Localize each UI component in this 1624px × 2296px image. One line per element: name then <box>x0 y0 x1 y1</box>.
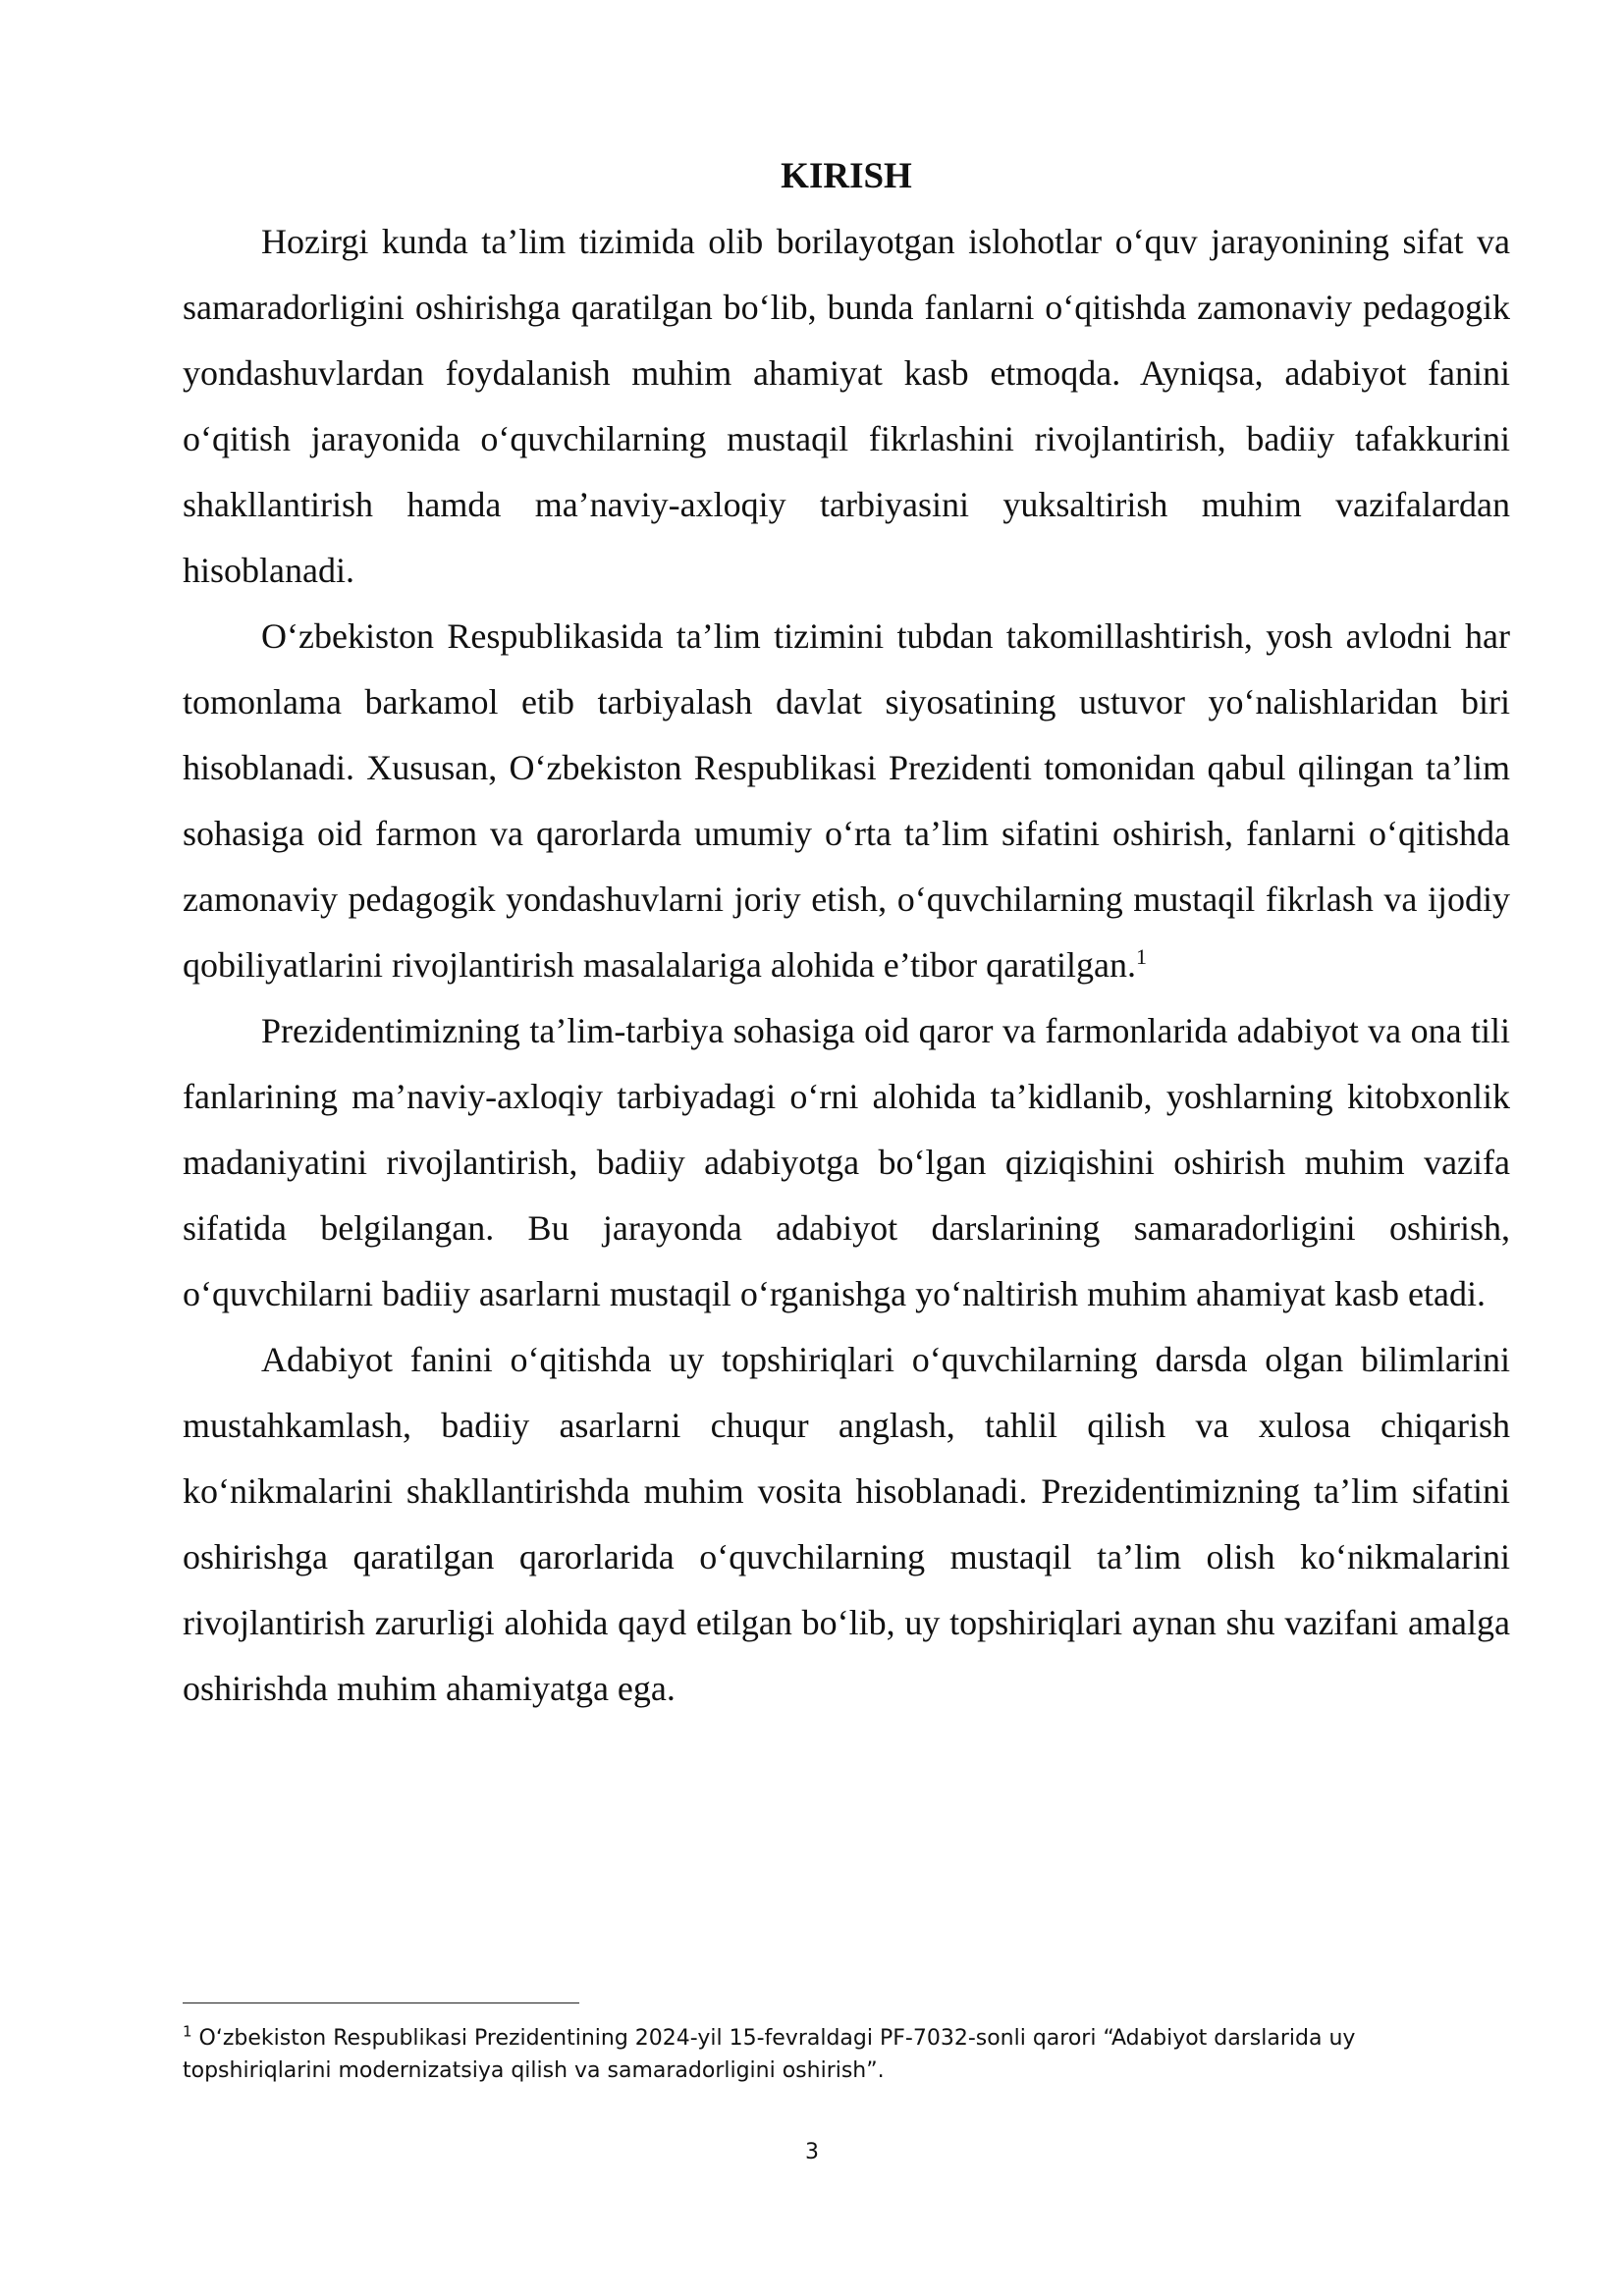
footnote-separator <box>183 2002 579 2003</box>
page-number: 3 <box>805 2140 819 2164</box>
paragraph-4: Adabiyot fanini o‘qitishda uy topshiriqlari o‘quvchilarning darsda olgan bilimlarini mustahkamlash, badiiy asarlarni chuqur anglash, tahlil qilish va xulosa chiqarish ko‘nikmalarini shakllantirishda muhim vosita hisoblanadi. Prezidentimizning ta’lim sifatini oshirishga qaratilgan qarorlarida o‘quvchilarning mustaqil ta’lim olish ko‘nikmalarini rivojlantirish zarurligi alohida qayd etilgan bo‘lib, uy topshiriqlari aynan shu vazifani amalga oshirishda muhim ahamiyatga ega. <box>183 1340 1510 1708</box>
footnote-text: O‘zbekiston Respublikasi Prezidentining 2024-yil 15-fevraldagi PF-7032-sonli qarori “Adabiyot darslarida uy topshiriqlarini modernizatsiya qilish va samaradorligini oshirish”. <box>183 2026 1356 2083</box>
paragraph-3: Prezidentimizning ta’lim-tarbiya sohasiga oid qaror va farmonlarida adabiyot va ona tili fanlarining ma’naviy-axloqiy tarbiyadagi o‘rni alohida ta’kidlanib, yoshlarning kitobxonlik madaniyatini rivojlantirish, badiiy adabiyotga bo‘lgan qiziqishini oshirish muhim vazifa sifatida belgilangan. Bu jarayonda adabiyot darslarining samaradorligini oshirish, o‘quvchilarni badiiy asarlarni mustaqil o‘rganishga yo‘naltirish muhim ahamiyat kasb etadi. <box>183 1011 1510 1313</box>
paragraph-2-text: O‘zbekiston Respublikasida ta’lim tizimini tubdan takomillashtirish, yosh avlodni har tomonlama barkamol etib tarbiyalash davlat siyosatining ustuvor yo‘nalishlaridan biri hisoblanadi. Xususan, O‘zbekiston Respublikasi Prezidenti tomonidan qabul qilingan ta’lim sohasiga oid farmon va qarorlarda umumiy o‘rta ta’lim sifatini oshirish, fanlarni o‘qitishda zamonaviy pedagogik yondashuvlarni joriy etish, o‘quvchilarning mustaqil fikrlash va ijodiy qobiliyatlarini rivojlantirish masalalariga alohida e’tibor qaratilgan. <box>183 616 1510 985</box>
body-text <box>183 209 1510 1722</box>
paragraph-1: Hozirgi kunda ta’lim tizimida olib borilayotgan islohotlar o‘quv jarayonining sifat va samaradorligini oshirishga qaratilgan bo‘lib, bunda fanlarni o‘qitishda zamonaviy pedagogik yondashuvlardan foydalanish muhim ahamiyat kasb etmoqda. Ayniqsa, adabiyot fanini o‘qitish jarayonida o‘quvchilarning mustaqil fikrlashini rivojlantirish, badiiy tafakkurini shakllantirish hamda ma’naviy-axloqiy tarbiyasini yuksaltirish muhim vazifalardan hisoblanadi. <box>183 222 1510 590</box>
paragraph-2 <box>183 604 1510 998</box>
section-title: KIRISH <box>781 156 912 196</box>
footnote-reference[interactable]: 1 <box>1136 944 1148 969</box>
footnote <box>183 2022 1459 2087</box>
footnote-marker: 1 <box>183 2022 192 2041</box>
